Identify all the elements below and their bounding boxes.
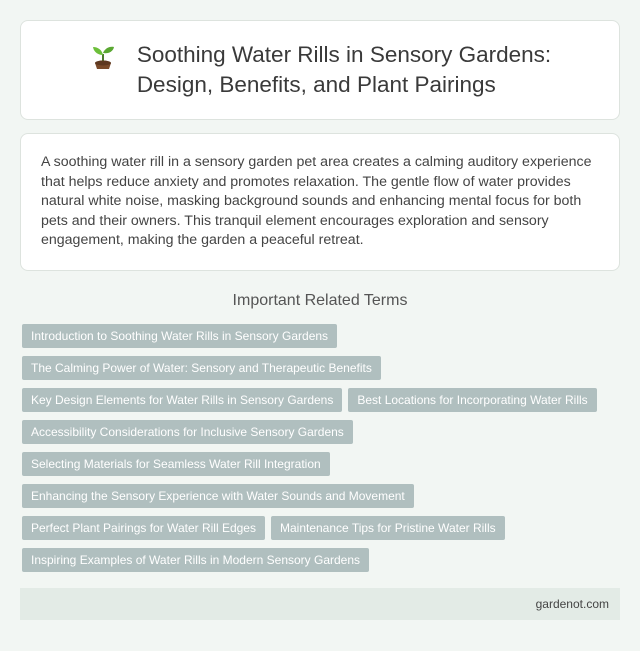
header-inner xyxy=(89,40,551,100)
term-tag[interactable]: Maintenance Tips for Pristine Water Rills xyxy=(271,516,505,540)
related-terms xyxy=(22,324,622,580)
term-tag[interactable]: Selecting Materials for Seamless Water Rill Integration xyxy=(22,452,330,476)
terms-heading: Important Related Terms xyxy=(232,292,408,309)
footer-site-link[interactable]: gardenot.com xyxy=(535,597,609,611)
term-tag[interactable]: Perfect Plant Pairings for Water Rill Edges xyxy=(22,516,265,540)
term-tag[interactable]: Enhancing the Sensory Experience with Water Sounds and Movement xyxy=(22,484,414,508)
term-tag[interactable]: Introduction to Soothing Water Rills in Sensory Gardens xyxy=(22,324,337,348)
term-tag[interactable]: Inspiring Examples of Water Rills in Modern Sensory Gardens xyxy=(22,548,369,572)
term-tag[interactable]: Key Design Elements for Water Rills in Sensory Gardens xyxy=(22,388,342,412)
term-row xyxy=(22,420,622,444)
term-row xyxy=(22,548,622,572)
title-line-1: Soothing Water Rills in Sensory Gardens: xyxy=(136,42,552,67)
title-line-2: Design, Benefits, and Plant Pairings xyxy=(136,72,496,97)
description-text: A soothing water rill in a sensory garden pet area creates a calming auditory experience that helps reduce anxiety and promotes relaxation. The gentle flow of water provides natural white noise, masking background sounds and enhancing mental focus for both pets and their owners. This tranquil element encourages exploration and sensory engagement, making the garden a peaceful retreat. xyxy=(41,154,592,249)
page-title xyxy=(137,40,551,100)
term-tag[interactable]: Best Locations for Incorporating Water Rills xyxy=(348,388,596,412)
term-row xyxy=(22,388,622,412)
term-tag[interactable]: The Calming Power of Water: Sensory and Therapeutic Benefits xyxy=(22,356,381,380)
footer xyxy=(20,588,620,620)
term-row xyxy=(22,356,622,380)
term-row xyxy=(22,452,622,476)
description-card xyxy=(20,133,620,271)
term-row xyxy=(22,516,622,540)
header-card xyxy=(20,20,620,120)
term-row xyxy=(22,484,622,508)
term-tag[interactable]: Accessibility Considerations for Inclusive Sensory Gardens xyxy=(22,420,353,444)
sprout-icon xyxy=(89,42,117,70)
term-row xyxy=(22,324,622,348)
